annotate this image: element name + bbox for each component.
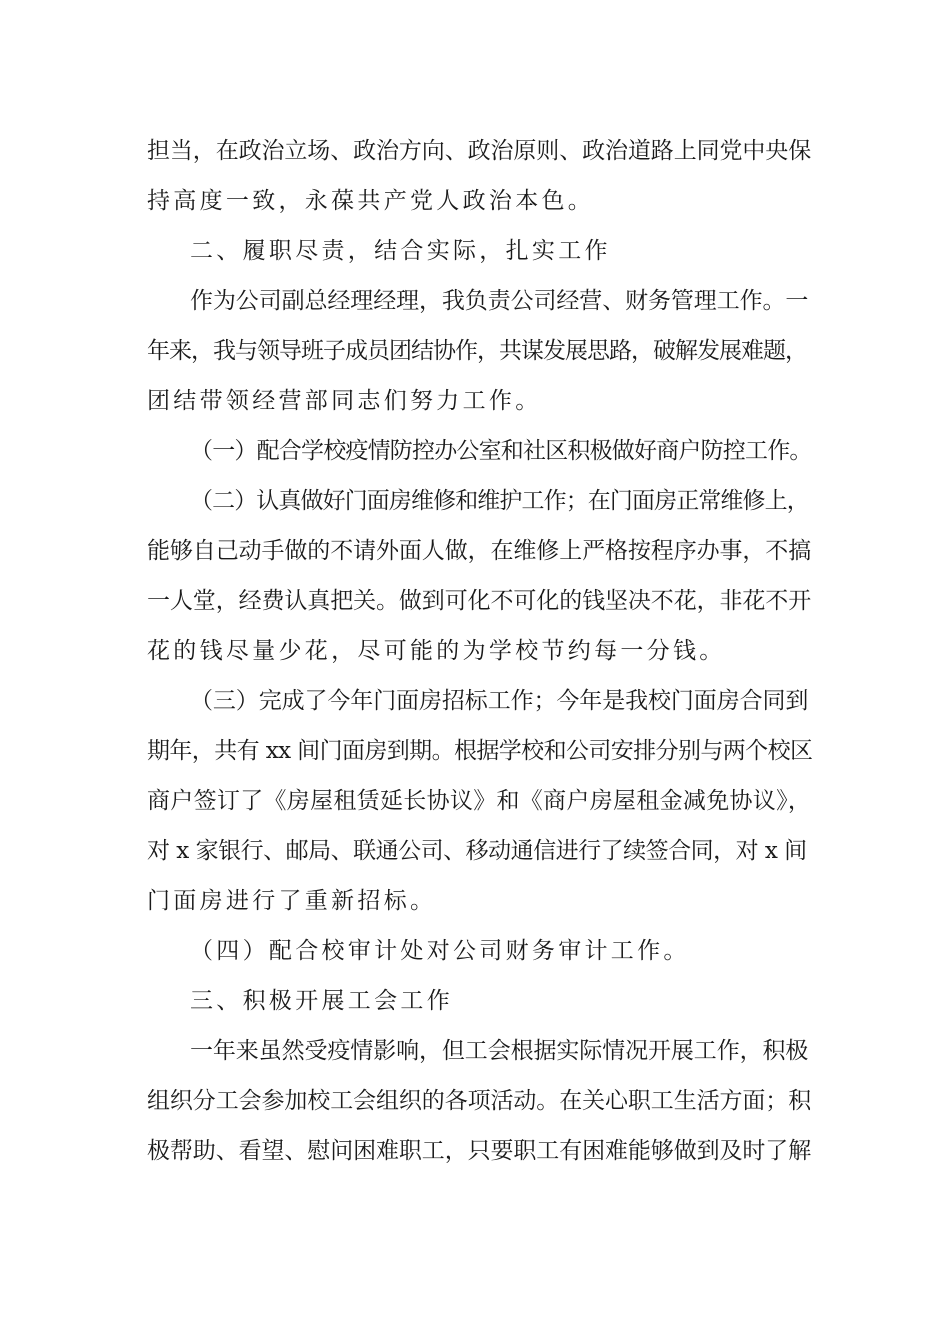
section-heading: 三、积极开展工会工作 [190, 988, 453, 1014]
paragraph-line: 持高度一致，永葆共产党人政治本色。 [147, 188, 595, 214]
paragraph-line: 极帮助、看望、慰问困难职工，只要职工有困难能够做到及时了解 [147, 1138, 812, 1164]
list-item: （二）认真做好门面房维修和维护工作；在门面房正常维修上， [190, 488, 809, 514]
paragraph-line: 担当，在政治立场、政治方向、政治原则、政治道路上同党中央保 [147, 138, 812, 164]
paragraph-line: 组织分工会参加校工会组织的各项活动。在关心职工生活方面；积 [147, 1088, 812, 1114]
list-item: （一）配合学校疫情防控办公室和社区积极做好商户防控工作。 [190, 438, 812, 464]
paragraph-line: 团结带领经营部同志们努力工作。 [147, 388, 542, 414]
list-item: （四）配合校审计处对公司财务审计工作。 [190, 938, 690, 964]
paragraph-line: 一年来虽然受疫情影响，但工会根据实际情况开展工作，积极 [190, 1038, 809, 1064]
paragraph-line: 一人堂，经费认真把关。做到可化不可化的钱坚决不花，非花不开 [147, 588, 812, 614]
paragraph-line: 对 x 家银行、邮局、联通公司、移动通信进行了续签合同，对 x 间 [147, 838, 807, 864]
paragraph-line: 门面房进行了重新招标。 [147, 888, 437, 914]
paragraph-line: 能够自己动手做的不请外面人做，在维修上严格按程序办事，不搞 [147, 538, 812, 564]
paragraph-line: 期年，共有 xx 间门面房到期。根据学校和公司安排分别与两个校区 [147, 738, 813, 764]
paragraph-line: 商户签订了《房屋租赁延长协议》和《商户房屋租金减免协议》， [147, 788, 812, 814]
paragraph-line: 年来，我与领导班子成员团结协作，共谋发展思路，破解发展难题， [147, 338, 807, 364]
paragraph-line: 花的钱尽量少花，尽可能的为学校节约每一分钱。 [147, 638, 726, 664]
paragraph-line: 作为公司副总经理经理，我负责公司经营、财务管理工作。一 [190, 288, 809, 314]
section-heading: 二、履职尽责，结合实际，扎实工作 [190, 238, 611, 264]
list-item: （三）完成了今年门面房招标工作；今年是我校门面房合同到 [190, 688, 809, 714]
